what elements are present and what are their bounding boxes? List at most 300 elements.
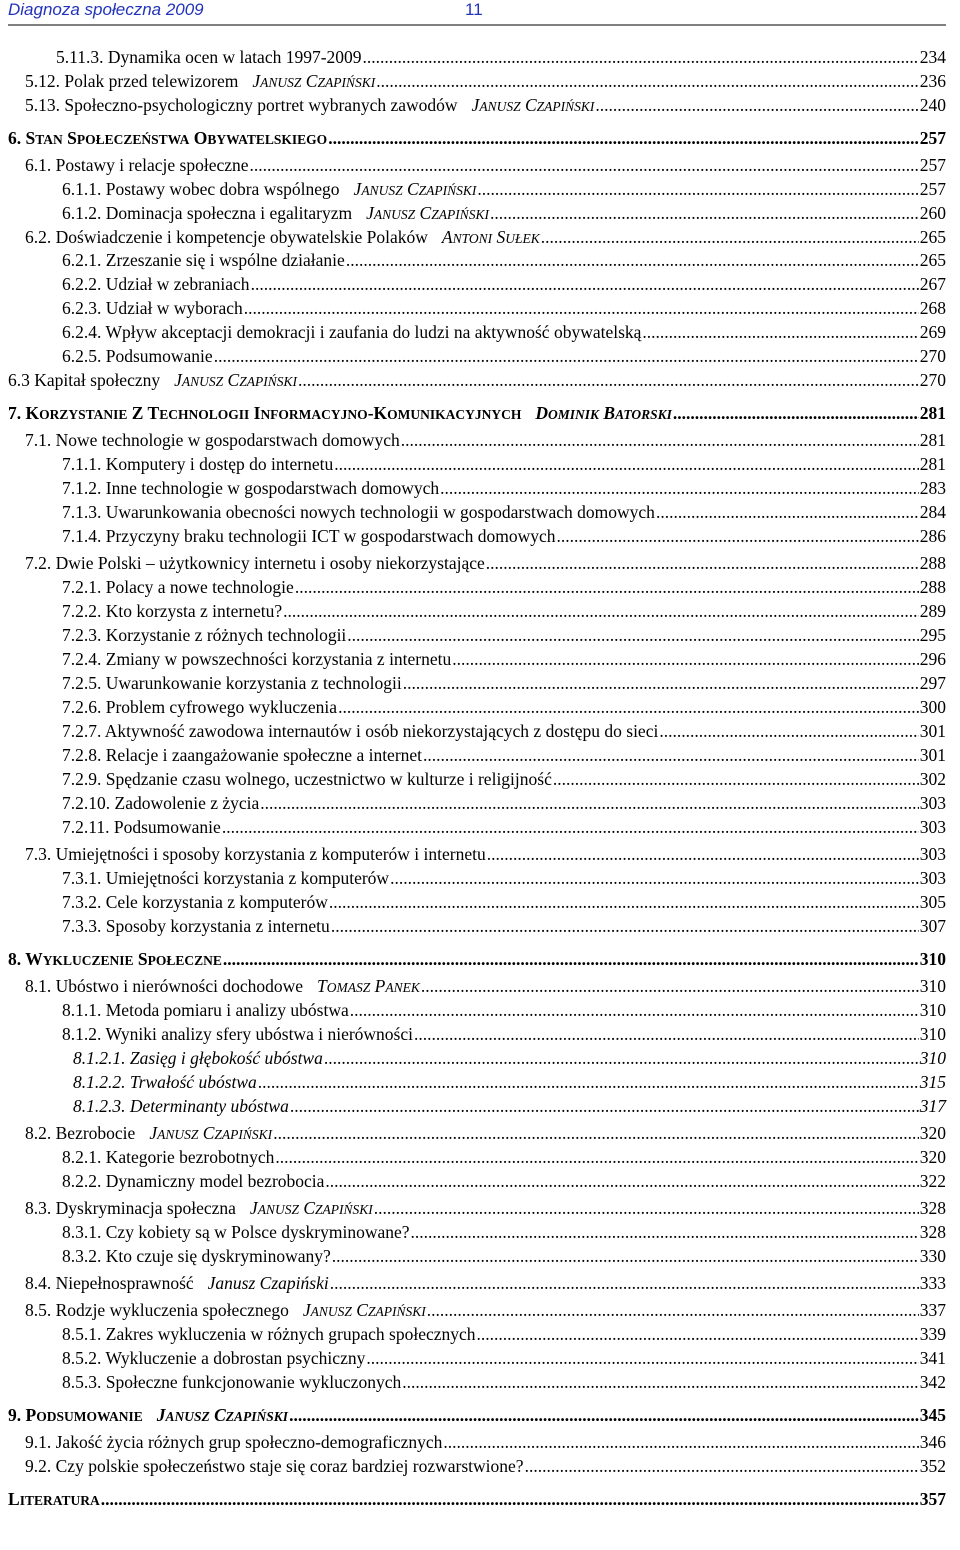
dot-leader <box>101 1489 919 1509</box>
toc-entry[interactable] <box>8 366 946 390</box>
toc-entry-page: 295 <box>919 624 946 645</box>
toc-entry-number: 7.2.10. <box>62 792 111 813</box>
toc-entry[interactable] <box>62 1143 946 1167</box>
dot-leader <box>330 1273 919 1293</box>
toc-entry-page: 289 <box>919 600 946 621</box>
toc-entry-number: 7. <box>8 402 22 423</box>
toc-entry-title: Przyczyny braku technologii ICT w gospodarstwach domowych <box>105 525 556 546</box>
toc-entry-page: 317 <box>919 1095 946 1116</box>
dot-leader <box>289 1405 919 1425</box>
dot-leader <box>421 976 919 996</box>
toc-entry-title: Postawy i relacje społeczne <box>55 154 249 175</box>
toc-entry-number: 9. <box>8 1404 22 1425</box>
toc-entry-title: Zadowolenie z życia <box>114 792 260 813</box>
toc-entry[interactable] <box>73 1092 946 1116</box>
toc-entry-page: 310 <box>919 1023 946 1044</box>
toc-entry[interactable] <box>62 645 946 669</box>
toc-entry-author: JANUSZ CZAPIŃSKI <box>156 1404 289 1425</box>
toc-entry[interactable] <box>25 549 946 573</box>
dot-leader <box>250 155 919 175</box>
toc-entry-title: Społeczno-psychologiczny portret wybranych zawodów <box>64 94 458 115</box>
toc-entry[interactable] <box>62 1368 946 1392</box>
toc-entry[interactable] <box>8 1485 946 1509</box>
toc-entry-number: 7.3.1. <box>62 867 102 888</box>
toc-entry-title: Czy polskie społeczeństwo staje się coraz bardziej rozwarstwione? <box>55 1455 524 1476</box>
toc-entry-number: 8.1.2.3. <box>73 1095 126 1116</box>
toc-entry-number: 7.3.3. <box>62 915 102 936</box>
toc-entry[interactable] <box>62 789 946 813</box>
toc-entry-number: 7.2.8. <box>62 744 102 765</box>
toc-entry[interactable] <box>56 43 946 67</box>
toc-entry-number: 8.4. <box>25 1272 52 1293</box>
toc-entry[interactable] <box>25 151 946 175</box>
toc-entry-title: PODSUMOWANIE <box>25 1404 143 1425</box>
toc-entry-page: 345 <box>919 1404 946 1425</box>
dot-leader <box>329 892 919 912</box>
toc-entry-title: Zakres wykluczenia w różnych grupach społecznych <box>105 1323 476 1344</box>
toc-entry-page: 296 <box>919 648 946 669</box>
toc-entry-title: Dwie Polski – użytkownicy internetu i osoby niekorzystające <box>55 552 485 573</box>
toc-entry-page: 288 <box>919 576 946 597</box>
toc-entry[interactable] <box>62 246 946 270</box>
toc-entry-number: 8.1.1. <box>62 999 102 1020</box>
dot-leader <box>324 1048 919 1068</box>
toc-entry-page: 310 <box>919 948 946 969</box>
toc-entry-page: 305 <box>919 891 946 912</box>
toc-entry-title: Uwarunkowanie korzystania z technologii <box>105 672 402 693</box>
toc-entry[interactable] <box>62 693 946 717</box>
dot-leader <box>656 502 919 522</box>
toc-entry-page: 310 <box>919 975 946 996</box>
toc-entry-page: 328 <box>919 1197 946 1218</box>
toc-entry-page: 346 <box>919 1431 946 1452</box>
toc-entry-number: 7.2.1. <box>62 576 102 597</box>
toc-entry-title: Jakość życia różnych grup społeczno-demograficznych <box>55 1431 443 1452</box>
toc-entry-page: 240 <box>919 94 946 115</box>
toc-entry-title: Korzystanie z różnych technologii <box>105 624 347 645</box>
toc-entry-number: 6.2.4. <box>62 321 102 342</box>
dot-leader <box>452 649 918 669</box>
toc-entry-title: Nowe technologie w gospodarstwach domowych <box>55 429 400 450</box>
toc-entry-page: 257 <box>919 178 946 199</box>
toc-entry[interactable] <box>62 888 946 912</box>
dot-leader <box>477 179 918 199</box>
toc-entry-title: Kategorie bezrobotnych <box>105 1146 275 1167</box>
toc-entry-title: Relacje i zaangażowanie społeczne a internet <box>105 744 423 765</box>
toc-entry-title: Wyniki analizy sfery ubóstwa i nierówności <box>105 1023 413 1044</box>
toc-entry[interactable] <box>62 450 946 474</box>
toc-entry-title: WYKLUCZENIE SPOŁECZNE <box>25 948 222 969</box>
toc-entry[interactable] <box>62 522 946 546</box>
toc-entry-page: 342 <box>919 1371 946 1392</box>
toc-entry-number: 6.2.1. <box>62 249 102 270</box>
toc-entry-page: 322 <box>919 1170 946 1191</box>
dot-leader <box>346 250 919 270</box>
toc-entry-number: 8.3. <box>25 1197 52 1218</box>
dot-leader <box>427 1300 919 1320</box>
toc-entry-author: JANUSZ CZAPIŃSKI <box>252 70 376 91</box>
toc-entry-page: 310 <box>919 1047 946 1068</box>
toc-entry[interactable] <box>62 813 946 837</box>
toc-entry-number: 7.2. <box>25 552 52 573</box>
toc-entry-page: 286 <box>919 525 946 546</box>
toc-entry[interactable] <box>62 1242 946 1266</box>
toc-entry[interactable] <box>62 765 946 789</box>
toc-entry-title: Kto korzysta z internetu? <box>105 600 283 621</box>
toc-entry-number: 8.5.2. <box>62 1347 102 1368</box>
toc-entry[interactable] <box>25 67 946 91</box>
toc-entry-page: 339 <box>919 1323 946 1344</box>
toc-entry[interactable] <box>62 1167 946 1191</box>
dot-leader <box>363 47 919 67</box>
toc-entry[interactable] <box>8 1401 946 1425</box>
toc-entry-title: Problem cyfrowego wykluczenia <box>105 696 338 717</box>
toc-entry-page: 268 <box>919 297 946 318</box>
toc-entry-page: 330 <box>919 1245 946 1266</box>
toc-entry-title: Wykluczenie a dobrostan psychiczny <box>105 1347 366 1368</box>
toc-entry-title: Zasięg i głębokość ubóstwa <box>129 1047 323 1068</box>
toc-entry-title: Postawy wobec dobra wspólnego <box>105 178 340 199</box>
toc-entry-page: 234 <box>919 46 946 67</box>
dot-leader <box>325 1171 918 1191</box>
dot-leader <box>402 1372 919 1392</box>
toc-entry-number: 8.5. <box>25 1299 52 1320</box>
dot-leader <box>260 793 918 813</box>
dot-leader <box>283 601 919 621</box>
dot-leader <box>347 625 918 645</box>
toc-entry-number: 7.2.7. <box>62 720 102 741</box>
toc-entry-title: Wpływ akceptacji demokracji i zaufania do ludzi na aktywność obywatelską <box>105 321 642 342</box>
dot-leader <box>477 1324 919 1344</box>
toc-entry[interactable] <box>62 717 946 741</box>
toc-entry-page: 269 <box>919 321 946 342</box>
toc-entry[interactable] <box>62 498 946 522</box>
toc-entry-author: ANTONI SUŁEK <box>441 226 540 247</box>
header-title[interactable]: Diagnoza społeczna 2009 <box>8 0 204 19</box>
toc-entry-number: 5.13. <box>25 94 60 115</box>
toc-entry-title: Determinanty ubóstwa <box>129 1095 289 1116</box>
toc-entry[interactable] <box>62 669 946 693</box>
toc-entry-title: LITERATURA <box>8 1488 100 1509</box>
toc-entry-number: 6.1.1. <box>62 178 102 199</box>
toc-entry-page: 281 <box>919 402 946 423</box>
toc-entry[interactable] <box>25 972 946 996</box>
toc-entry-number: 8.1.2.2. <box>73 1071 126 1092</box>
dot-leader <box>290 1096 919 1116</box>
toc-entry[interactable] <box>8 124 946 148</box>
toc-entry[interactable] <box>62 474 946 498</box>
toc-entry-page: 270 <box>919 369 946 390</box>
toc-entry-number: 8.5.3. <box>62 1371 102 1392</box>
dot-leader <box>443 1432 918 1452</box>
toc-entry-number: 6.2.3. <box>62 297 102 318</box>
dot-leader <box>490 203 919 223</box>
toc-entry-page: 303 <box>919 843 946 864</box>
toc-entry-number: 7.2.9. <box>62 768 102 789</box>
dot-leader <box>487 844 919 864</box>
toc-entry-number: 6.3 <box>8 369 30 390</box>
toc-entry-number: 8.3.1. <box>62 1221 102 1242</box>
dot-leader <box>334 454 919 474</box>
dot-leader <box>401 430 919 450</box>
toc-entry-number: 9.1. <box>25 1431 52 1452</box>
toc-entry-number: 6.1.2. <box>62 202 102 223</box>
toc-entry[interactable] <box>62 996 946 1020</box>
toc-entry-number: 8.2.2. <box>62 1170 102 1191</box>
toc-entry[interactable] <box>62 864 946 888</box>
toc-entry-number: 7.2.2. <box>62 600 102 621</box>
toc-entry-number: 6.1. <box>25 154 52 175</box>
toc-entry[interactable] <box>25 1119 946 1143</box>
toc-entry-page: 303 <box>919 867 946 888</box>
toc-entry-number: 8.2. <box>25 1122 52 1143</box>
toc-entry-title: Bezrobocie <box>55 1122 136 1143</box>
toc-entry-number: 7.1.3. <box>62 501 102 522</box>
dot-leader <box>374 1198 919 1218</box>
toc-entry-title: Trwałość ubóstwa <box>129 1071 257 1092</box>
dot-leader <box>553 769 919 789</box>
dot-leader <box>414 1024 919 1044</box>
toc-entry-page: 302 <box>919 768 946 789</box>
dot-leader <box>411 1222 919 1242</box>
toc-entry-title: Uwarunkowania obecności nowych technologii w gospodarstwach domowych <box>105 501 655 522</box>
toc-entry-title: Umiejętności korzystania z komputerów <box>105 867 390 888</box>
running-header <box>8 0 946 26</box>
toc-entry-title: Dynamika ocen w latach 1997-2009 <box>107 46 362 67</box>
toc-entry-title: Kto czuje się dyskryminowany? <box>105 1245 331 1266</box>
toc-entry[interactable] <box>62 1344 946 1368</box>
toc-entry-title: Cele korzystania z komputerów <box>105 891 328 912</box>
toc-entry-page: 357 <box>919 1488 946 1509</box>
header-page-number: 11 <box>465 0 483 19</box>
dot-leader <box>541 227 919 247</box>
dot-leader <box>258 1072 919 1092</box>
toc-entry-number: 7.2.4. <box>62 648 102 669</box>
toc-entry-author: Janusz Czapiński <box>207 1272 329 1293</box>
dot-leader <box>298 370 919 390</box>
toc-entry[interactable] <box>8 399 946 423</box>
toc-entry-page: 281 <box>919 429 946 450</box>
toc-entry-title: Polacy a nowe technologie <box>105 576 294 597</box>
dot-leader <box>251 274 919 294</box>
toc-entry[interactable] <box>25 840 946 864</box>
toc-entry-number: 6. <box>8 127 22 148</box>
toc-entry-page: 284 <box>919 501 946 522</box>
toc-entry-title: Sposoby korzystania z internetu <box>105 915 330 936</box>
toc-entry-page: 270 <box>919 345 946 366</box>
toc-entry[interactable] <box>62 1218 946 1242</box>
toc-entry[interactable] <box>62 1320 946 1344</box>
toc-entry-page: 257 <box>919 127 946 148</box>
dot-leader <box>223 949 919 969</box>
toc-entry-number: 7.1.4. <box>62 525 102 546</box>
toc-entry[interactable] <box>62 199 946 223</box>
toc-entry-page: 297 <box>919 672 946 693</box>
toc-entry-title: Polak przed telewizorem <box>64 70 239 91</box>
dot-leader <box>423 745 919 765</box>
toc-entry[interactable] <box>62 741 946 765</box>
toc-entry[interactable] <box>25 223 946 247</box>
toc-entry-page: 337 <box>919 1299 946 1320</box>
toc-entry-page: 307 <box>919 915 946 936</box>
toc-entry-number: 7.2.5. <box>62 672 102 693</box>
toc-entry-author: JANUSZ CZAPIŃSKI <box>471 94 595 115</box>
toc-entry-title: Umiejętności i sposoby korzystania z komputerów i internetu <box>55 843 486 864</box>
dot-leader <box>338 697 919 717</box>
toc-entry-title: Kapitał społeczny <box>34 369 161 390</box>
toc-entry-page: 267 <box>919 273 946 294</box>
toc-entry-title: Inne technologie w gospodarstwach domowych <box>105 477 440 498</box>
dot-leader <box>595 95 918 115</box>
toc-entry-page: 315 <box>919 1071 946 1092</box>
toc-entry-page: 265 <box>919 226 946 247</box>
toc-entry-author: JANUSZ CZAPIŃSKI <box>149 1122 273 1143</box>
toc-entry-number: 7.1.2. <box>62 477 102 498</box>
toc-entry-title: Aktywność zawodowa internautów i osób niekorzystających z dostępu do sieci <box>104 720 659 741</box>
dot-leader <box>556 526 918 546</box>
toc-entry-number: 5.12. <box>25 70 60 91</box>
toc-entry-number: 6.2.5. <box>62 345 102 366</box>
toc-entry-number: 6.2.2. <box>62 273 102 294</box>
toc-entry-number: 7.3.2. <box>62 891 102 912</box>
toc-entry-number: 7.1.1. <box>62 453 102 474</box>
toc-entry-page: 320 <box>919 1146 946 1167</box>
toc-entry-number: 8.2.1. <box>62 1146 102 1167</box>
toc-entry[interactable] <box>62 597 946 621</box>
toc-entry-title: Zmiany w powszechności korzystania z internetu <box>105 648 452 669</box>
toc-entry-page: 301 <box>919 744 946 765</box>
toc-entry-author: JANUSZ CZAPIŃSKI <box>174 369 297 390</box>
toc-entry-title: Dyskryminacja społeczna <box>55 1197 236 1218</box>
toc-entry-title: Udział w wyborach <box>105 297 243 318</box>
toc-entry-page: 303 <box>919 792 946 813</box>
toc-entry[interactable] <box>25 1452 946 1476</box>
toc-entry[interactable] <box>62 621 946 645</box>
toc-entry-number: 8.5.1. <box>62 1323 102 1344</box>
toc-entry-author: JANUSZ CZAPIŃSKI <box>353 178 477 199</box>
toc-entry-number: 6.2. <box>25 226 52 247</box>
toc-entry-number: 7.3. <box>25 843 52 864</box>
toc-entry-page: 257 <box>919 154 946 175</box>
dot-leader <box>642 322 918 342</box>
toc-entry[interactable] <box>25 1269 946 1293</box>
dot-leader <box>332 1246 919 1266</box>
dot-leader <box>390 868 919 888</box>
dot-leader <box>331 916 919 936</box>
toc-entry-page: 303 <box>919 816 946 837</box>
toc-entry[interactable] <box>73 1044 946 1068</box>
dot-leader <box>673 403 919 423</box>
dot-leader <box>275 1147 918 1167</box>
toc-entry[interactable] <box>8 945 946 969</box>
dot-leader <box>366 1348 918 1368</box>
toc-entry-page: 320 <box>919 1122 946 1143</box>
toc-entry-page: 333 <box>919 1272 946 1293</box>
toc-entry-number: 5.11.3. <box>56 46 104 67</box>
toc-entry-page: 283 <box>919 477 946 498</box>
dot-leader <box>273 1123 919 1143</box>
toc-entry-page: 300 <box>919 696 946 717</box>
toc-entry[interactable] <box>25 1194 946 1218</box>
toc-entry-title: Metoda pomiaru i analizy ubóstwa <box>105 999 349 1020</box>
toc-entry-number: 8.1. <box>25 975 52 996</box>
toc-entry-title: Rodzje wykluczenia społecznego <box>55 1299 289 1320</box>
toc-entry[interactable] <box>62 342 946 366</box>
dot-leader <box>403 673 919 693</box>
toc-entry[interactable] <box>62 175 946 199</box>
toc-entry-title: Niepełnosprawność <box>55 1272 194 1293</box>
toc-entry-number: 7.1. <box>25 429 52 450</box>
toc-entry-title: Podsumowanie <box>105 345 213 366</box>
toc-entry-title: Dominacja społeczna i egalitaryzm <box>105 202 353 223</box>
toc-entry-title: Dynamiczny model bezrobocia <box>105 1170 325 1191</box>
toc-entry[interactable] <box>25 1428 946 1452</box>
toc-entry-number: 7.2.3. <box>62 624 102 645</box>
toc-entry-title: Spędzanie czasu wolnego, uczestnictwo w kulturze i religijność <box>105 768 552 789</box>
toc-entry-page: 352 <box>919 1455 946 1476</box>
toc-entry[interactable] <box>62 294 946 318</box>
dot-leader <box>486 553 919 573</box>
toc-entry-number: 8.3.2. <box>62 1245 102 1266</box>
toc-entry[interactable] <box>62 1020 946 1044</box>
toc-entry-page: 328 <box>919 1221 946 1242</box>
toc-entry-title: Udział w zebraniach <box>105 273 250 294</box>
toc-entry-author: JANUSZ CZAPIŃSKI <box>249 1197 373 1218</box>
toc-entry[interactable] <box>62 270 946 294</box>
toc-entry-page: 341 <box>919 1347 946 1368</box>
dot-leader <box>659 721 918 741</box>
toc-entry-number: 8. <box>8 948 22 969</box>
dot-leader <box>222 817 919 837</box>
toc-entry-author: JANUSZ CZAPIŃSKI <box>366 202 489 223</box>
toc-entry[interactable] <box>62 912 946 936</box>
toc-entry[interactable] <box>73 1068 946 1092</box>
dot-leader <box>376 71 919 91</box>
toc-entry-title: Ubóstwo i nierówności dochodowe <box>55 975 304 996</box>
toc-entry[interactable] <box>62 318 946 342</box>
toc-entry-title: KORZYSTANIE Z TECHNOLOGII INFORMACYJNO-KOMUNIKACYJNYCH <box>25 402 522 423</box>
toc-entry-page: 265 <box>919 249 946 270</box>
dot-leader <box>244 298 919 318</box>
toc-entry[interactable] <box>25 1296 946 1320</box>
toc-entry-page: 236 <box>919 70 946 91</box>
toc-entry-number: 9.2. <box>25 1455 52 1476</box>
toc-entry-title: STAN SPOŁECZEŃSTWA OBYWATELSKIEGO <box>25 127 328 148</box>
dot-leader <box>328 128 919 148</box>
toc-entry-number: 8.1.2. <box>62 1023 102 1044</box>
toc-entry-title: Zrzeszanie się i wspólne działanie <box>105 249 345 270</box>
toc-entry[interactable] <box>25 426 946 450</box>
toc-entry-page: 301 <box>919 720 946 741</box>
dot-leader <box>295 577 919 597</box>
toc-entry-page: 260 <box>919 202 946 223</box>
toc-entry[interactable] <box>62 573 946 597</box>
dot-leader <box>440 478 919 498</box>
toc-entry[interactable] <box>25 91 946 115</box>
toc-entry-title: Podsumowanie <box>113 816 221 837</box>
toc-entry-number: 7.2.6. <box>62 696 102 717</box>
dot-leader <box>525 1456 919 1476</box>
toc-entry-title: Społeczne funkcjonowanie wykluczonych <box>105 1371 402 1392</box>
dot-leader <box>214 346 919 366</box>
toc-entry-page: 281 <box>919 453 946 474</box>
toc-entry-number: 8.1.2.1. <box>73 1047 126 1068</box>
toc-entry-page: 310 <box>919 999 946 1020</box>
toc-entry-title: Komputery i dostęp do internetu <box>105 453 334 474</box>
toc-entry-number: 7.2.11. <box>62 816 110 837</box>
dot-leader <box>350 1000 919 1020</box>
toc-entry-page: 288 <box>919 552 946 573</box>
